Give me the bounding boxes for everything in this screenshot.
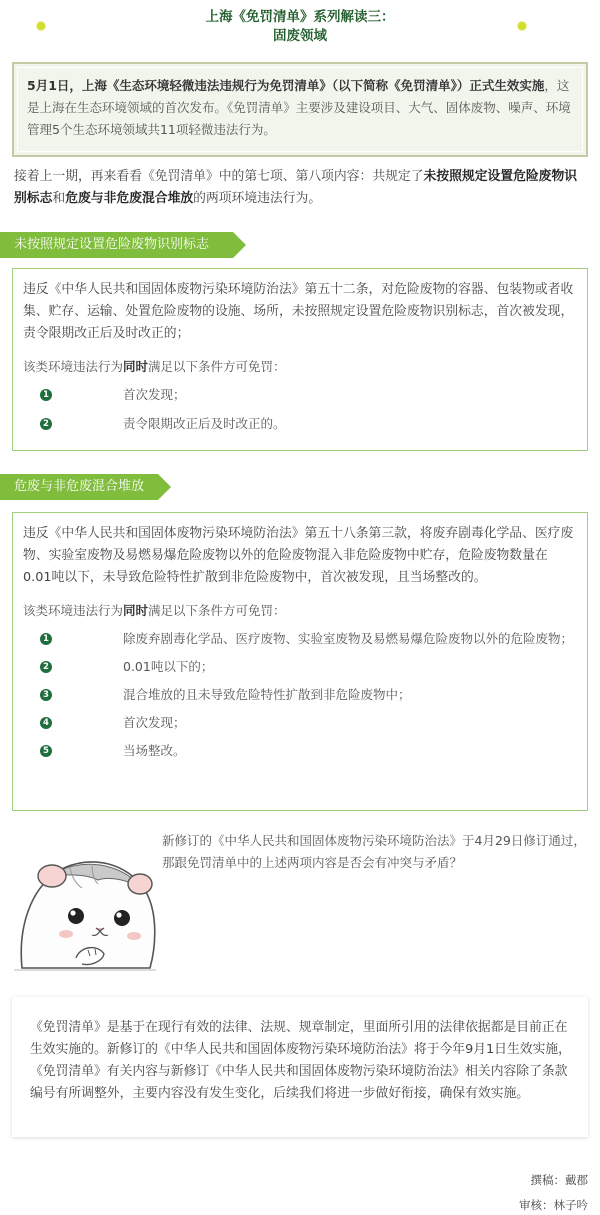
author-credit: 撰稿：戴郡 [530, 1173, 588, 1187]
list-item-text: 首次发现； [123, 715, 186, 730]
list-item [23, 713, 575, 733]
lead-part-3: 的两项环境违法行为。 [193, 191, 322, 206]
hamster-illustration [10, 818, 160, 978]
lead-part-1: 接着上一期，再来看看《免罚清单》中的第七项、第八项内容：共规定了 [14, 169, 424, 184]
list-item-text: 首次发现； [123, 387, 186, 402]
intro-lead-bold: 5月1日，上海《生态环境轻微违法违规行为免罚清单》（以下简称《免罚清单》）正式生效实施 [27, 78, 545, 93]
intro-rest: ，这是上海在生态环境领域的首次发布。《免罚清单》主要涉及建设项目、大气、固体废物、噪声、环境管理5个生态环境领域共11项轻微违法行为。 [27, 78, 571, 137]
lead-paragraph [14, 166, 588, 210]
number-badge: 2 [40, 661, 52, 673]
section-text: 违反《中华人民共和国固体废物污染环境防治法》第五十八条第三款，将废弃剧毒化学品、医疗废物、实验室废物及易燃易爆危险废物以外的危险废物混入非危险废物中贮存，危险废物数量在0.01吨以下，未导致危险特性扩散到非危险废物中，首次被发现，且当场整改的。 [23, 526, 574, 585]
number-badge: 2 [40, 418, 52, 430]
title-line-2: 固废领域 [273, 28, 327, 44]
intro-box [12, 62, 588, 157]
title-line-1: 上海《免罚清单》系列解读三： [205, 9, 395, 25]
lead-bold-1: 未按照规定设置危险废物识别标志 [14, 169, 578, 206]
list-item-text: 当场整改。 [123, 743, 186, 758]
list-item [23, 741, 575, 761]
section-text: 违反《中华人民共和国固体废物污染环境防治法》第五十二条，对危险废物的容器、包装物或者收集、贮存、运输、处置危险废物的设施、场所，未按照规定设置危险废物识别标志，首次被发现，责令限期改正后及时改正的； [23, 282, 574, 341]
lead-bold-2: 危废与非危废混合堆放 [65, 191, 194, 206]
section-tag-hazard-label: 未按照规定设置危险废物识别标志 [0, 232, 233, 258]
intro-text [17, 67, 583, 152]
number-badge: 4 [40, 717, 52, 729]
number-badge: 1 [40, 389, 52, 401]
list-item-text: 0.01吨以下的； [123, 659, 214, 674]
condition-pre: 该类环境违法行为 [23, 359, 124, 374]
condition-line [23, 357, 575, 377]
list-item [23, 685, 575, 705]
list-item [23, 657, 575, 677]
list-item [23, 629, 575, 649]
list-item-text: 责令限期改正后及时改正的。 [123, 416, 286, 431]
number-badge: 1 [40, 633, 52, 645]
section-card-hazard-label [12, 268, 588, 451]
condition-post: 满足以下条件方可免罚： [148, 603, 286, 618]
condition-pre: 该类环境违法行为 [23, 603, 124, 618]
list-item-text: 除废弃剧毒化学品、医疗废物、实验室废物及易燃易爆危险废物以外的危险废物； [123, 631, 574, 646]
condition-line [23, 601, 575, 621]
condition-bold: 同时 [123, 603, 149, 618]
condition-post: 满足以下条件方可免罚： [148, 359, 286, 374]
page-title [0, 0, 600, 52]
reviewer-credit: 审核：林子吟 [519, 1198, 588, 1212]
answer-card [12, 997, 588, 1137]
list-item-text: 混合堆放的且未导致危险特性扩散到非危险废物中； [123, 687, 411, 702]
condition-bold: 同时 [123, 359, 149, 374]
list-item [23, 385, 575, 405]
answer-text: 《免罚清单》是基于在现行有效的法律、法规、规章制定，里面所引用的法律依据都是目前正在生效实施的。新修订的《中华人民共和国固体废物污染环境防治法》将于今年9月1日生效实施，《免罚清单》有关内容与新修订《中华人民共和国固体废物污染环境防治法》相关内容除了条款编号有所调整外，主要内容没有发生变化，后续我们将进一步做好衔接，确保有效实施。 [30, 1020, 571, 1101]
section-card-mixed-storage [12, 512, 588, 811]
question-text: 新修订的《中华人民共和国固体废物污染环境防治法》于4月29日修订通过，那跟免罚清单中的上述两项内容是否会有冲突与矛盾？ [162, 833, 586, 870]
number-badge: 3 [40, 689, 52, 701]
list-item [23, 414, 575, 434]
section-tag-mixed-storage: 危废与非危废混合堆放 [0, 474, 158, 500]
lead-part-2: 和 [52, 191, 66, 206]
number-badge: 5 [40, 745, 52, 757]
